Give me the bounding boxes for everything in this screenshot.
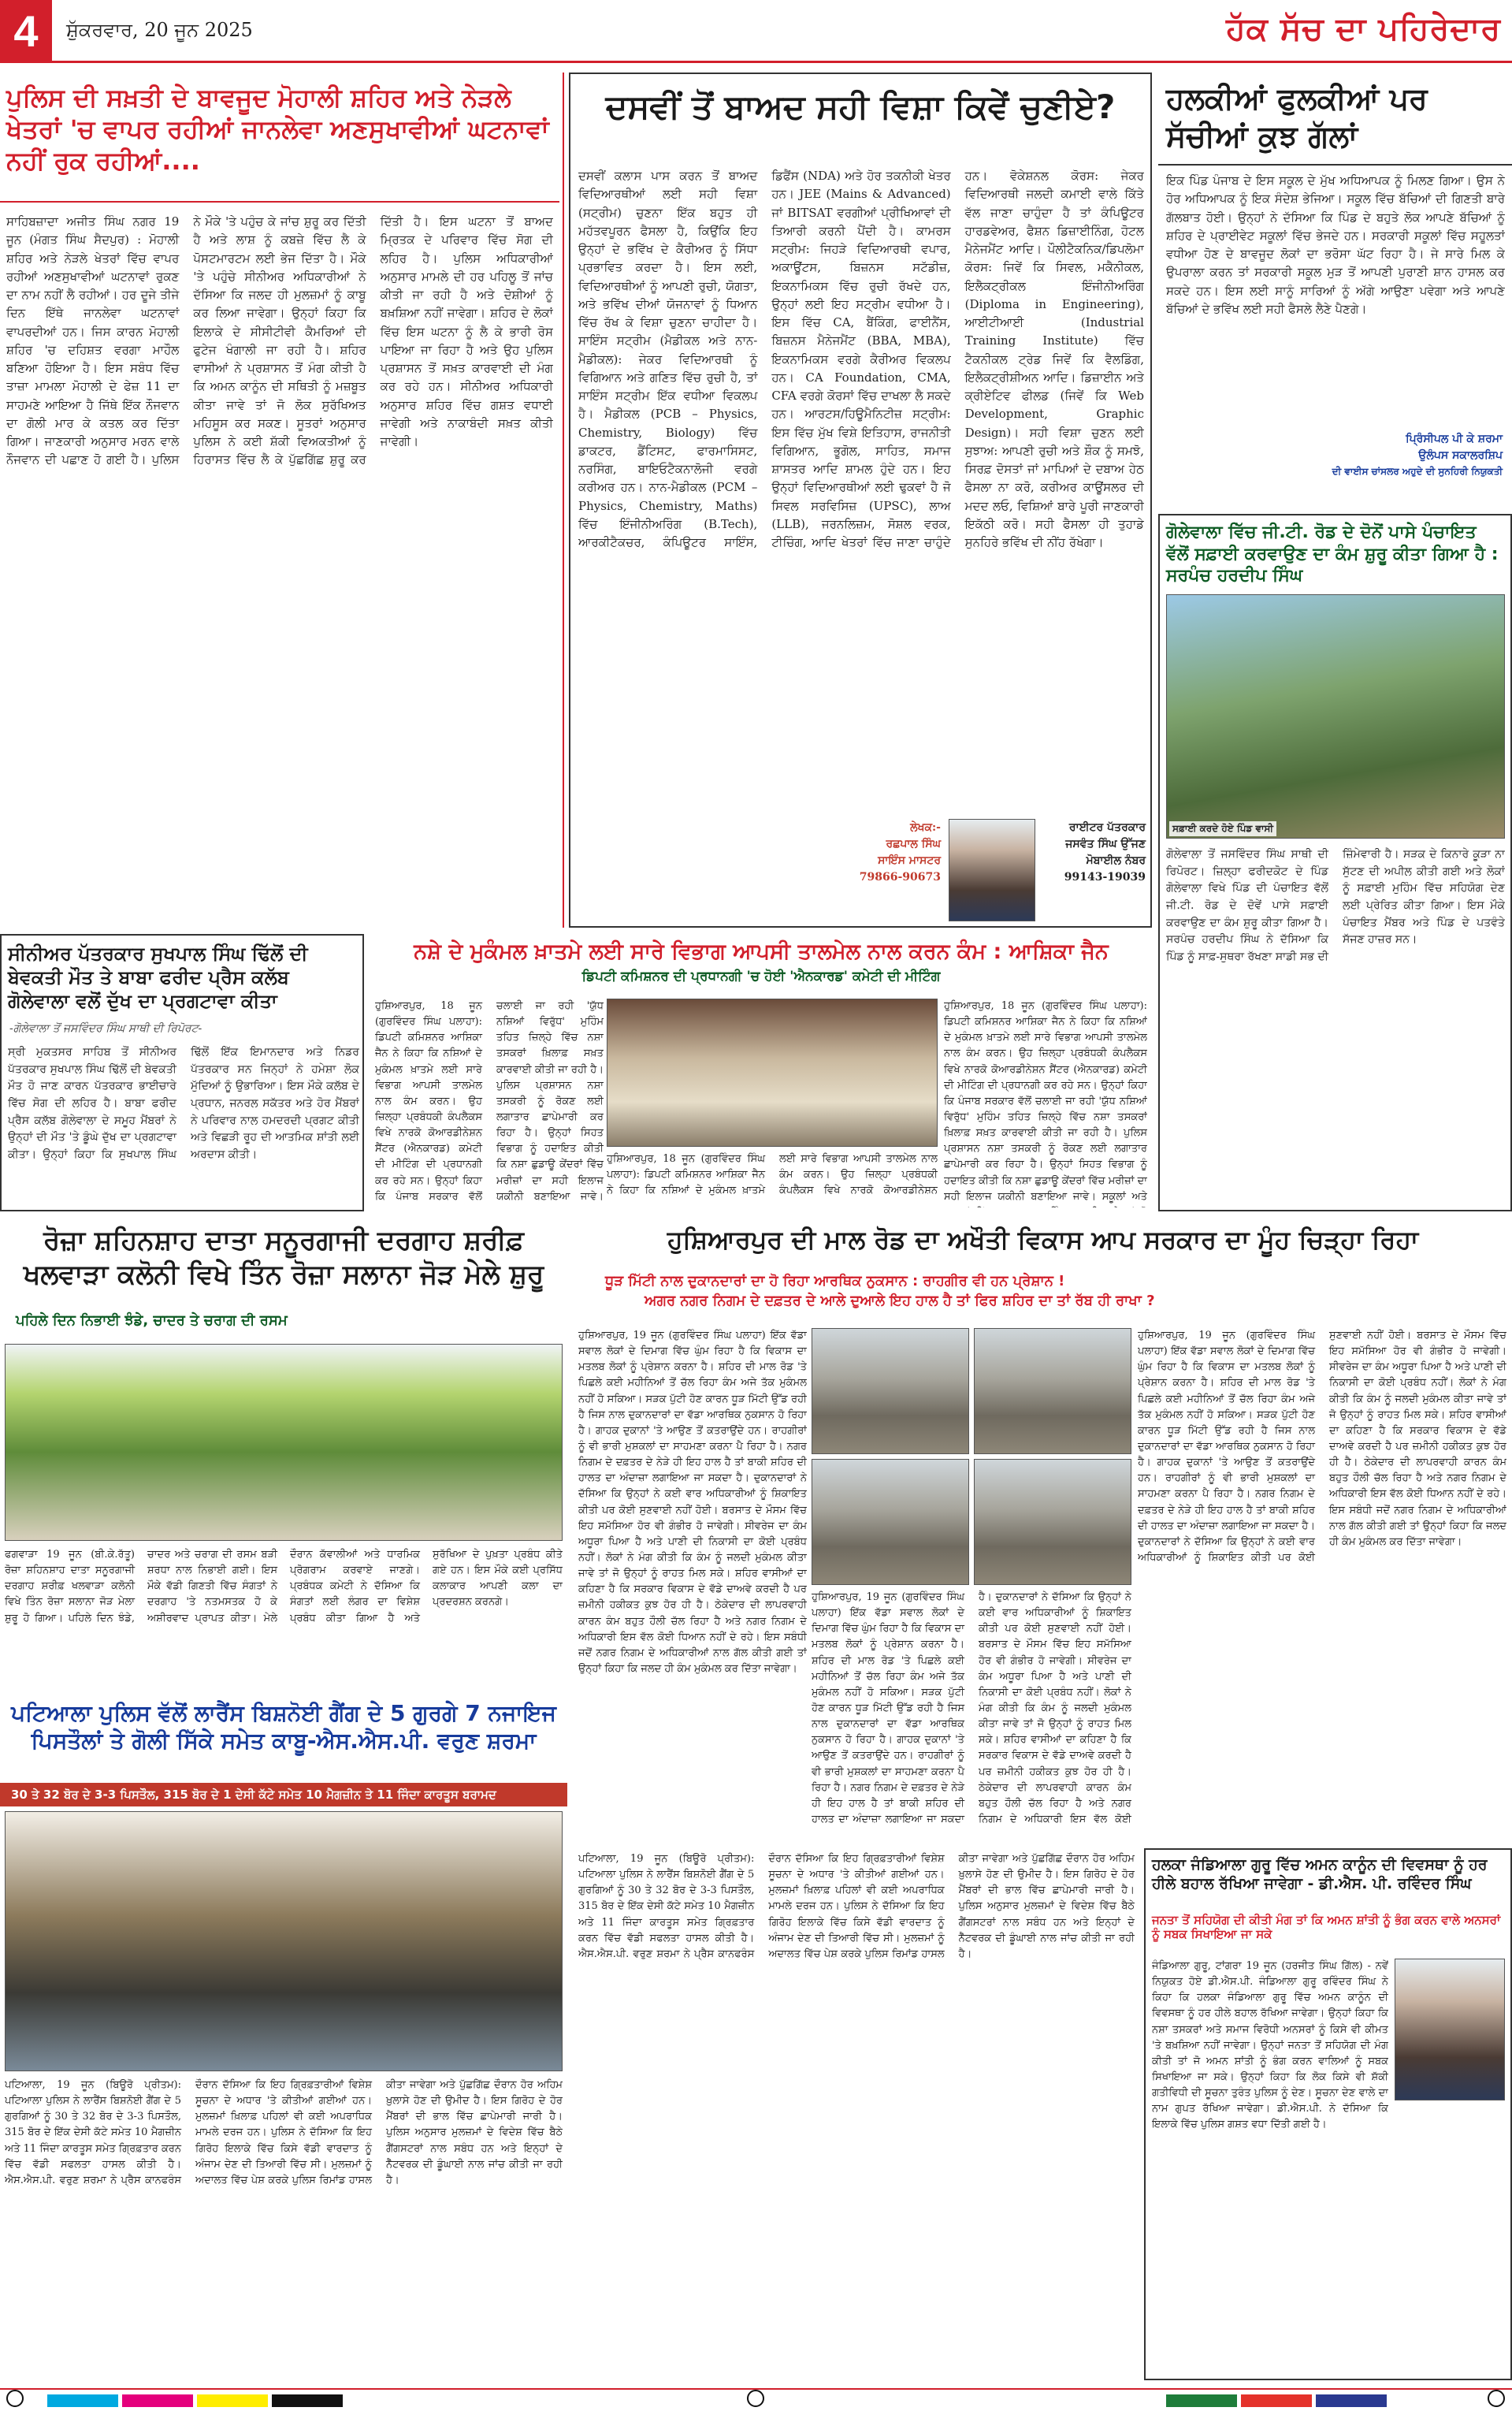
color-swatch-yellow xyxy=(197,2394,268,2407)
masthead xyxy=(0,0,1512,63)
color-swatch-red xyxy=(1241,2394,1312,2407)
article-career xyxy=(569,73,1152,928)
registration-mark-left xyxy=(6,2390,24,2407)
footer-color-bar xyxy=(0,2388,1512,2411)
color-swatch-black xyxy=(272,2394,343,2407)
body-road-left: ਹੁਸ਼ਿਆਰਪੁਰ, 19 ਜੂਨ (ਗੁਰਵਿੰਦਰ ਸਿੰਘ ਪਲਾਹਾ) ਇੱਕ ਵੱਡਾ ਸਵਾਲ ਲੋਕਾਂ ਦੇ ਦਿਮਾਗ ਵਿੱਚ ਘੁੰਮ ਰਿਹਾ ਹੈ ਕਿ ਵਿਕਾਸ ਦਾ ਮਤਲਬ ਲੋਕਾਂ ਨੂੰ ਪ੍ਰੇਸ਼ਾਨ ਕਰਨਾ ਹੈ। ਸ਼ਹਿਰ ਦੀ ਮਾਲ ਰੋਡ 'ਤੇ ਪਿਛਲੇ ਕਈ ਮਹੀਨਿਆਂ ਤੋਂ ਚੱਲ ਰਿਹਾ ਕੰਮ ਅਜੇ ਤੱਕ ਮੁਕੰਮਲ ਨਹੀਂ ਹੋ ਸਕਿਆ। ਸੜਕ ਪੁੱਟੀ ਹੋਣ ਕਾਰਨ ਧੂੜ ਮਿੱਟੀ ਉੱਡ ਰਹੀ ਹੈ ਜਿਸ ਨਾਲ ਦੁਕਾਨਦਾਰਾਂ ਦਾ ਵੱਡਾ ਆਰਥਿਕ ਨੁਕਸਾਨ ਹੋ ਰਿਹਾ ਹੈ। ਗਾਹਕ ਦੁਕਾਨਾਂ 'ਤੇ ਆਉਣ ਤੋਂ ਕਤਰਾਉਂਦੇ ਹਨ। ਰਾਹਗੀਰਾਂ ਨੂੰ ਵੀ ਭਾਰੀ ਮੁਸ਼ਕਲਾਂ ਦਾ ਸਾਹਮਣਾ ਕਰਨਾ ਪੈ ਰਿਹਾ ਹੈ। ਨਗਰ ਨਿਗਮ ਦੇ ਦਫ਼ਤਰ ਦੇ ਨੇੜੇ ਹੀ ਇਹ ਹਾਲ ਹੈ ਤਾਂ ਬਾਕੀ ਸ਼ਹਿਰ ਦੀ ਹਾਲਤ ਦਾ ਅੰਦਾਜ਼ਾ ਲਗਾਇਆ ਜਾ ਸਕਦਾ ਹੈ। ਦੁਕਾਨਦਾਰਾਂ ਨੇ ਦੱਸਿਆ ਕਿ ਉਨ੍ਹਾਂ ਨੇ ਕਈ ਵਾਰ ਅਧਿਕਾਰੀਆਂ ਨੂੰ ਸ਼ਿਕਾਇਤ ਕੀਤੀ ਪਰ ਕੋਈ ਸੁਣਵਾਈ ਨਹੀਂ ਹੋਈ। ਬਰਸਾਤ ਦੇ ਮੌਸਮ ਵਿੱਚ ਇਹ ਸਮੱਸਿਆ ਹੋਰ ਵੀ ਗੰਭੀਰ ਹੋ ਜਾਵੇਗੀ। ਸੀਵਰੇਜ ਦਾ ਕੰਮ ਅਧੂਰਾ ਪਿਆ ਹੈ ਅਤੇ ਪਾਣੀ ਦੀ ਨਿਕਾਸੀ ਦਾ ਕੋਈ ਪ੍ਰਬੰਧ ਨਹੀਂ। ਲੋਕਾਂ ਨੇ ਮੰਗ ਕੀਤੀ ਕਿ ਕੰਮ ਨੂੰ ਜਲਦੀ ਮੁਕੰਮਲ ਕੀਤਾ ਜਾਵੇ ਤਾਂ ਜੋ ਉਨ੍ਹਾਂ ਨੂੰ ਰਾਹਤ ਮਿਲ ਸਕੇ। ਸ਼ਹਿਰ ਵਾਸੀਆਂ ਦਾ ਕਹਿਣਾ ਹੈ ਕਿ ਸਰਕਾਰ ਵਿਕਾਸ ਦੇ ਵੱਡੇ ਦਾਅਵੇ ਕਰਦੀ ਹੈ ਪਰ ਜ਼ਮੀਨੀ ਹਕੀਕਤ ਕੁਝ ਹੋਰ ਹੀ ਹੈ। ਠੇਕੇਦਾਰ ਦੀ ਲਾਪਰਵਾਹੀ ਕਾਰਨ ਕੰਮ ਬਹੁਤ ਹੌਲੀ ਚੱਲ ਰਿਹਾ ਹੈ ਅਤੇ ਨਗਰ ਨਿਗਮ ਦੇ ਅਧਿਕਾਰੀ ਇਸ ਵੱਲ ਕੋਈ ਧਿਆਨ ਨਹੀਂ ਦੇ ਰਹੇ। ਇਸ ਸਬੰਧੀ ਜਦੋਂ ਨਗਰ ਨਿਗਮ ਦੇ ਅਧਿਕਾਰੀਆਂ ਨਾਲ ਗੱਲ ਕੀਤੀ ਗਈ ਤਾਂ ਉਨ੍ਹਾਂ ਕਿਹਾ ਕਿ ਜਲਦ ਹੀ ਕੰਮ ਮੁਕੰਮਲ ਕਰ ਦਿੱਤਾ ਜਾਵੇਗਾ। xyxy=(578,1330,807,1675)
article-continuation xyxy=(574,1848,1139,2380)
dsp-photo xyxy=(1395,1959,1505,2100)
drugs-photo xyxy=(607,999,938,1147)
body-journalist: ਸ੍ਰੀ ਮੁਕਤਸਰ ਸਾਹਿਬ ਤੋਂ ਸੀਨੀਅਰ ਪੱਤਰਕਾਰ ਸੁਖਪਾਲ ਸਿੰਘ ਢਿੱਲੋਂ ਦੀ ਬੇਵਕਤੀ ਮੌਤ ਹੋ ਜਾਣ ਕਾਰਨ ਪੱਤਰਕਾਰ ਭਾਈਚਾਰੇ ਵਿੱਚ ਸੋਗ ਦੀ ਲਹਿਰ ਹੈ। ਬਾਬਾ ਫਰੀਦ ਪ੍ਰੈਸ ਕਲੱਬ ਗੋਲੇਵਾਲਾ ਦੇ ਸਮੂਹ ਮੈਂਬਰਾਂ ਨੇ ਉਨ੍ਹਾਂ ਦੀ ਮੌਤ 'ਤੇ ਡੂੰਘੇ ਦੁੱਖ ਦਾ ਪ੍ਰਗਟਾਵਾ ਕੀਤਾ। ਉਨ੍ਹਾਂ ਕਿਹਾ ਕਿ ਸੁਖਪਾਲ ਸਿੰਘ ਢਿੱਲੋਂ ਇੱਕ ਇਮਾਨਦਾਰ ਅਤੇ ਨਿਡਰ ਪੱਤਰਕਾਰ ਸਨ ਜਿਨ੍ਹਾਂ ਨੇ ਹਮੇਸ਼ਾ ਲੋਕ ਮੁੱਦਿਆਂ ਨੂੰ ਉਭਾਰਿਆ। ਇਸ ਮੌਕੇ ਕਲੱਬ ਦੇ ਪ੍ਰਧਾਨ, ਜਨਰਲ ਸਕੱਤਰ ਅਤੇ ਹੋਰ ਮੈਂਬਰਾਂ ਨੇ ਪਰਿਵਾਰ ਨਾਲ ਹਮਦਰਦੀ ਪ੍ਰਗਟ ਕੀਤੀ ਅਤੇ ਵਿਛੜੀ ਰੂਹ ਦੀ ਆਤਮਿਕ ਸ਼ਾਂਤੀ ਲਈ ਅਰਦਾਸ ਕੀਤੀ। xyxy=(8,1046,359,1162)
road-photo-2 xyxy=(974,1328,1131,1454)
article-mohali xyxy=(0,73,559,928)
writer-phone: ਮੋਬਾਈਲ ਨੰਬਰ 99143-19039 xyxy=(1064,854,1146,884)
patiala-photo xyxy=(5,1811,563,2071)
paper-name: ਹੱਕ ਸੱਚ ਦਾ ਪਹਿਰੇਦਾਰ xyxy=(1226,11,1501,47)
issue-date: ਸ਼ੁੱਕਰਵਾਰ, 20 ਜੂਨ 2025 xyxy=(66,19,253,41)
page-number: 4 xyxy=(0,0,52,63)
body-road-right: ਹੁਸ਼ਿਆਰਪੁਰ, 19 ਜੂਨ (ਗੁਰਵਿੰਦਰ ਸਿੰਘ ਪਲਾਹਾ) ਇੱਕ ਵੱਡਾ ਸਵਾਲ ਲੋਕਾਂ ਦੇ ਦਿਮਾਗ ਵਿੱਚ ਘੁੰਮ ਰਿਹਾ ਹੈ ਕਿ ਵਿਕਾਸ ਦਾ ਮਤਲਬ ਲੋਕਾਂ ਨੂੰ ਪ੍ਰੇਸ਼ਾਨ ਕਰਨਾ ਹੈ। ਸ਼ਹਿਰ ਦੀ ਮਾਲ ਰੋਡ 'ਤੇ ਪਿਛਲੇ ਕਈ ਮਹੀਨਿਆਂ ਤੋਂ ਚੱਲ ਰਿਹਾ ਕੰਮ ਅਜੇ ਤੱਕ ਮੁਕੰਮਲ ਨਹੀਂ ਹੋ ਸਕਿਆ। ਸੜਕ ਪੁੱਟੀ ਹੋਣ ਕਾਰਨ ਧੂੜ ਮਿੱਟੀ ਉੱਡ ਰਹੀ ਹੈ ਜਿਸ ਨਾਲ ਦੁਕਾਨਦਾਰਾਂ ਦਾ ਵੱਡਾ ਆਰਥਿਕ ਨੁਕਸਾਨ ਹੋ ਰਿਹਾ ਹੈ। ਗਾਹਕ ਦੁਕਾਨਾਂ 'ਤੇ ਆਉਣ ਤੋਂ ਕਤਰਾਉਂਦੇ ਹਨ। ਰਾਹਗੀਰਾਂ ਨੂੰ ਵੀ ਭਾਰੀ ਮੁਸ਼ਕਲਾਂ ਦਾ ਸਾਹਮਣਾ ਕਰਨਾ ਪੈ ਰਿਹਾ ਹੈ। ਨਗਰ ਨਿਗਮ ਦੇ ਦਫ਼ਤਰ ਦੇ ਨੇੜੇ ਹੀ ਇਹ ਹਾਲ ਹੈ ਤਾਂ ਬਾਕੀ ਸ਼ਹਿਰ ਦੀ ਹਾਲਤ ਦਾ ਅੰਦਾਜ਼ਾ ਲਗਾਇਆ ਜਾ ਸਕਦਾ ਹੈ। ਦੁਕਾਨਦਾਰਾਂ ਨੇ ਦੱਸਿਆ ਕਿ ਉਨ੍ਹਾਂ ਨੇ ਕਈ ਵਾਰ ਅਧਿਕਾਰੀਆਂ ਨੂੰ ਸ਼ਿਕਾਇਤ ਕੀਤੀ ਪਰ ਕੋਈ ਸੁਣਵਾਈ ਨਹੀਂ ਹੋਈ। ਬਰਸਾਤ ਦੇ ਮੌਸਮ ਵਿੱਚ ਇਹ ਸਮੱਸਿਆ ਹੋਰ ਵੀ ਗੰਭੀਰ ਹੋ ਜਾਵੇਗੀ। ਸੀਵਰੇਜ ਦਾ ਕੰਮ ਅਧੂਰਾ ਪਿਆ ਹੈ ਅਤੇ ਪਾਣੀ ਦੀ ਨਿਕਾਸੀ ਦਾ ਕੋਈ ਪ੍ਰਬੰਧ ਨਹੀਂ। ਲੋਕਾਂ ਨੇ ਮੰਗ ਕੀਤੀ ਕਿ ਕੰਮ ਨੂੰ ਜਲਦੀ ਮੁਕੰਮਲ ਕੀਤਾ ਜਾਵੇ ਤਾਂ ਜੋ ਉਨ੍ਹਾਂ ਨੂੰ ਰਾਹਤ ਮਿਲ ਸਕੇ। ਸ਼ਹਿਰ ਵਾਸੀਆਂ ਦਾ ਕਹਿਣਾ ਹੈ ਕਿ ਸਰਕਾਰ ਵਿਕਾਸ ਦੇ ਵੱਡੇ ਦਾਅਵੇ ਕਰਦੀ ਹੈ ਪਰ ਜ਼ਮੀਨੀ ਹਕੀਕਤ ਕੁਝ ਹੋਰ ਹੀ ਹੈ। ਠੇਕੇਦਾਰ ਦੀ ਲਾਪਰਵਾਹੀ ਕਾਰਨ ਕੰਮ ਬਹੁਤ ਹੌਲੀ ਚੱਲ ਰਿਹਾ ਹੈ ਅਤੇ ਨਗਰ ਨਿਗਮ ਦੇ ਅਧਿਕਾਰੀ ਇਸ ਵੱਲ ਕੋਈ ਧਿਆਨ ਨਹੀਂ ਦੇ ਰਹੇ। ਇਸ ਸਬੰਧੀ ਜਦੋਂ ਨਗਰ ਨਿਗਮ ਦੇ ਅਧਿਕਾਰੀਆਂ ਨਾਲ ਗੱਲ ਕੀਤੀ ਗਈ ਤਾਂ ਉਨ੍ਹਾਂ ਕਿਹਾ ਕਿ ਜਲਦ ਹੀ ਕੰਮ ਮੁਕੰਮਲ ਕਰ ਦਿੱਤਾ ਜਾਵੇਗਾ। xyxy=(1138,1330,1506,1564)
headline-patiala: ਪਟਿਆਲਾ ਪੁਲਿਸ ਵੱਲੋਂ ਲਾਰੈਂਸ ਬਿਸ਼ਨੋਈ ਗੈਂਗ ਦੇ 5 ਗੁਰਗੇ 7 ਨਜਾਇਜ ਪਿਸਤੌਲਾਂ ਤੇ ਗੋਲੀ ਸਿੱਕੇ ਸਮੇਤ ਕਾਬੂ-ਐਸ.ਐਸ.ਪੀ. ਵਰੁਣ ਸ਼ਰਮਾ xyxy=(11,1700,556,1754)
registration-mark-right xyxy=(1488,2390,1505,2407)
body-drugs-col: ਹੁਸ਼ਿਆਰਪੁਰ, 18 ਜੂਨ (ਗੁਰਵਿੰਦਰ ਸਿੰਘ ਪਲਾਹਾ): ਡਿਪਟੀ ਕਮਿਸ਼ਨਰ ਆਸ਼ਿਕਾ ਜੈਨ ਨੇ ਕਿਹਾ ਕਿ ਨਸ਼ਿਆਂ ਦੇ ਮੁਕੰਮਲ ਖ਼ਾਤਮੇ ਲਈ ਸਾਰੇ ਵਿਭਾਗ ਆਪਸੀ ਤਾਲਮੇਲ ਨਾਲ ਕੰਮ ਕਰਨ। ਉਹ ਜ਼ਿਲ੍ਹਾ ਪ੍ਰਬੰਧਕੀ ਕੰਪਲੈਕਸ ਵਿਖੇ ਨਾਰਕੋ ਕੋਆਰਡੀਨੇਸ਼ਨ ਸੈਂਟਰ (ਐਨਕਾਰਡ) ਕਮੇਟੀ ਦੀ ਮੀਟਿੰਗ ਦੀ ਪ੍ਰਧਾਨਗੀ ਕਰ ਰਹੇ ਸਨ। ਉਨ੍ਹਾਂ ਕਿਹਾ ਕਿ ਪੰਜਾਬ ਸਰਕਾਰ ਵੱਲੋਂ ਚਲਾਈ ਜਾ ਰਹੀ 'ਯੁੱਧ ਨਸ਼ਿਆਂ ਵਿਰੁੱਧ' ਮੁਹਿੰਮ ਤਹਿਤ ਜ਼ਿਲ੍ਹੇ ਵਿੱਚ ਨਸ਼ਾ ਤਸਕਰਾਂ ਖ਼ਿਲਾਫ਼ ਸਖ਼ਤ ਕਾਰਵਾਈ ਕੀਤੀ ਜਾ ਰਹੀ ਹੈ। ਪੁਲਿਸ ਪ੍ਰਸ਼ਾਸਨ ਨਸ਼ਾ ਤਸਕਰੀ ਨੂੰ ਰੋਕਣ ਲਈ ਲਗਾਤਾਰ ਛਾਪੇਮਾਰੀ ਕਰ ਰਿਹਾ ਹੈ। ਉਨ੍ਹਾਂ ਸਿਹਤ ਵਿਭਾਗ ਨੂੰ ਹਦਾਇਤ ਕੀਤੀ ਕਿ ਨਸ਼ਾ ਛੁਡਾਊ ਕੇਂਦਰਾਂ ਵਿੱਚ ਮਰੀਜ਼ਾਂ ਦਾ ਸਹੀ ਇਲਾਜ ਯਕੀਨੀ ਬਣਾਇਆ ਜਾਵੇ। ਸਕੂਲਾਂ ਅਤੇ xyxy=(944,1000,1147,1203)
registration-mark-center xyxy=(747,2390,764,2407)
body-patiala: ਪਟਿਆਲਾ, 19 ਜੂਨ (ਬਿਊਰੋ ਪ੍ਰੀਤਮ): ਪਟਿਆਲਾ ਪੁਲਿਸ ਨੇ ਲਾਰੈਂਸ ਬਿਸ਼ਨੋਈ ਗੈਂਗ ਦੇ 5 ਗੁਰਗਿਆਂ ਨੂੰ 30 ਤੇ 32 ਬੋਰ ਦੇ 3-3 ਪਿਸਤੌਲ, 315 ਬੋਰ ਦੇ ਇੱਕ ਦੇਸੀ ਕੱਟੇ ਸਮੇਤ 10 ਮੈਗਜ਼ੀਨ ਅਤੇ 11 ਜਿੰਦਾ ਕਾਰਤੂਸ ਸਮੇਤ ਗ੍ਰਿਫ਼ਤਾਰ ਕਰਨ ਵਿੱਚ ਵੱਡੀ ਸਫਲਤਾ ਹਾਸਲ ਕੀਤੀ ਹੈ। ਐਸ.ਐਸ.ਪੀ. ਵਰੁਣ ਸ਼ਰਮਾ ਨੇ ਪ੍ਰੈਸ ਕਾਨਫਰੰਸ ਦੌਰਾਨ ਦੱਸਿਆ ਕਿ ਇਹ ਗ੍ਰਿਫ਼ਤਾਰੀਆਂ ਵਿਸ਼ੇਸ਼ ਸੂਚਨਾ ਦੇ ਅਧਾਰ 'ਤੇ ਕੀਤੀਆਂ ਗਈਆਂ ਹਨ। ਮੁਲਜ਼ਮਾਂ ਖ਼ਿਲਾਫ਼ ਪਹਿਲਾਂ ਵੀ ਕਈ ਅਪਰਾਧਿਕ ਮਾਮਲੇ ਦਰਜ ਹਨ। ਪੁਲਿਸ ਨੇ ਦੱਸਿਆ ਕਿ ਇਹ ਗਿਰੋਹ ਇਲਾਕੇ ਵਿੱਚ ਕਿਸੇ ਵੱਡੀ ਵਾਰਦਾਤ ਨੂੰ ਅੰਜਾਮ ਦੇਣ ਦੀ ਤਿਆਰੀ ਵਿੱਚ ਸੀ। ਮੁਲਜ਼ਮਾਂ ਨੂੰ ਅਦਾਲਤ ਵਿੱਚ ਪੇਸ਼ ਕਰਕੇ ਪੁਲਿਸ ਰਿਮਾਂਡ ਹਾਸਲ ਕੀਤਾ ਜਾਵੇਗਾ ਅਤੇ ਪੁੱਛਗਿੱਛ ਦੌਰਾਨ ਹੋਰ ਅਹਿਮ ਖ਼ੁਲਾਸੇ ਹੋਣ ਦੀ ਉਮੀਦ ਹੈ। ਇਸ ਗਿਰੋਹ ਦੇ ਹੋਰ ਮੈਂਬਰਾਂ ਦੀ ਭਾਲ ਵਿੱਚ ਛਾਪੇਮਾਰੀ ਜਾਰੀ ਹੈ। ਪੁਲਿਸ ਅਨੁਸਾਰ ਮੁਲਜ਼ਮਾਂ ਦੇ ਵਿਦੇਸ਼ ਵਿੱਚ ਬੈਠੇ ਗੈਂਗਸਟਰਾਂ ਨਾਲ ਸਬੰਧ ਹਨ ਅਤੇ ਇਨ੍ਹਾਂ ਦੇ ਨੈੱਟਵਰਕ ਦੀ ਡੂੰਘਾਈ ਨਾਲ ਜਾਂਚ ਕੀਤੀ ਜਾ ਰਹੀ ਹੈ। xyxy=(5,2079,563,2186)
article-hoshiarpur-road xyxy=(574,1218,1512,1844)
color-swatch-cyan xyxy=(47,2394,118,2407)
article-drugs xyxy=(370,934,1152,1211)
body-continuation: ਪਟਿਆਲਾ, 19 ਜੂਨ (ਬਿਊਰੋ ਪ੍ਰੀਤਮ): ਪਟਿਆਲਾ ਪੁਲਿਸ ਨੇ ਲਾਰੈਂਸ ਬਿਸ਼ਨੋਈ ਗੈਂਗ ਦੇ 5 ਗੁਰਗਿਆਂ ਨੂੰ 30 ਤੇ 32 ਬੋਰ ਦੇ 3-3 ਪਿਸਤੌਲ, 315 ਬੋਰ ਦੇ ਇੱਕ ਦੇਸੀ ਕੱਟੇ ਸਮੇਤ 10 ਮੈਗਜ਼ੀਨ ਅਤੇ 11 ਜਿੰਦਾ ਕਾਰਤੂਸ ਸਮੇਤ ਗ੍ਰਿਫ਼ਤਾਰ ਕਰਨ ਵਿੱਚ ਵੱਡੀ ਸਫਲਤਾ ਹਾਸਲ ਕੀਤੀ ਹੈ। ਐਸ.ਐਸ.ਪੀ. ਵਰੁਣ ਸ਼ਰਮਾ ਨੇ ਪ੍ਰੈਸ ਕਾਨਫਰੰਸ ਦੌਰਾਨ ਦੱਸਿਆ ਕਿ ਇਹ ਗ੍ਰਿਫ਼ਤਾਰੀਆਂ ਵਿਸ਼ੇਸ਼ ਸੂਚਨਾ ਦੇ ਅਧਾਰ 'ਤੇ ਕੀਤੀਆਂ ਗਈਆਂ ਹਨ। ਮੁਲਜ਼ਮਾਂ ਖ਼ਿਲਾਫ਼ ਪਹਿਲਾਂ ਵੀ ਕਈ ਅਪਰਾਧਿਕ ਮਾਮਲੇ ਦਰਜ ਹਨ। ਪੁਲਿਸ ਨੇ ਦੱਸਿਆ ਕਿ ਇਹ ਗਿਰੋਹ ਇਲਾਕੇ ਵਿੱਚ ਕਿਸੇ ਵੱਡੀ ਵਾਰਦਾਤ ਨੂੰ ਅੰਜਾਮ ਦੇਣ ਦੀ ਤਿਆਰੀ ਵਿੱਚ ਸੀ। ਮੁਲਜ਼ਮਾਂ ਨੂੰ ਅਦਾਲਤ ਵਿੱਚ ਪੇਸ਼ ਕਰਕੇ ਪੁਲਿਸ ਰਿਮਾਂਡ ਹਾਸਲ ਕੀਤਾ ਜਾਵੇਗਾ ਅਤੇ ਪੁੱਛਗਿੱਛ ਦੌਰਾਨ ਹੋਰ ਅਹਿਮ ਖ਼ੁਲਾਸੇ ਹੋਣ ਦੀ ਉਮੀਦ ਹੈ। ਇਸ ਗਿਰੋਹ ਦੇ ਹੋਰ ਮੈਂਬਰਾਂ ਦੀ ਭਾਲ ਵਿੱਚ ਛਾਪੇਮਾਰੀ ਜਾਰੀ ਹੈ। ਪੁਲਿਸ ਅਨੁਸਾਰ ਮੁਲਜ਼ਮਾਂ ਦੇ ਵਿਦੇਸ਼ ਵਿੱਚ ਬੈਠੇ ਗੈਂਗਸਟਰਾਂ ਨਾਲ ਸਬੰਧ ਹਨ ਅਤੇ ਇਨ੍ਹਾਂ ਦੇ ਨੈੱਟਵਰਕ ਦੀ ਡੂੰਘਾਈ ਨਾਲ ਜਾਂਚ ਕੀਤੀ ਜਾ ਰਹੀ ਹੈ। xyxy=(578,1853,1135,1960)
lighter-author-role: ਉਲੰਪਸ ਸਕਾਲਰਸ਼ਿਪ xyxy=(1418,449,1503,462)
lighter-author-name: ਪ੍ਰਿੰਸੀਪਲ ਪੀ ਕੇ ਸ਼ਰਮਾ xyxy=(1406,433,1503,445)
headline-hoshiarpur-road: ਹੁਸ਼ਿਆਰਪੁਰ ਦੀ ਮਾਲ ਰੋਡ ਦਾ ਅਖੌਤੀ ਵਿਕਾਸ ਆਪ ਸਰਕਾਰ ਦਾ ਮੂੰਹ ਚਿੜ੍ਹਾ ਰਿਹਾ xyxy=(667,1225,1419,1255)
lighter-author xyxy=(1282,431,1503,478)
patiala-strip: 30 ਤੇ 32 ਬੋਰ ਦੇ 3-3 ਪਿਸਤੌਲ, 315 ਬੋਰ ਦੇ 1 ਦੇਸੀ ਕੱਟੇ ਸਮੇਤ 10 ਮੈਗਜ਼ੀਨ ਤੇ 11 ਜਿੰਦਾ ਕਾਰਤੂਸ ਬਰਾਮਦ xyxy=(0,1783,567,1806)
article-patiala xyxy=(0,1695,567,2380)
headline-career: ਦਸਵੀਂ ਤੋਂ ਬਾਅਦ ਸਹੀ ਵਿਸ਼ਾ ਕਿਵੇਂ ਚੁਣੀਏ? xyxy=(605,87,1116,126)
body-drugs-right: ਹੁਸ਼ਿਆਰਪੁਰ, 18 ਜੂਨ (ਗੁਰਵਿੰਦਰ ਸਿੰਘ ਪਲਾਹਾ): ਡਿਪਟੀ ਕਮਿਸ਼ਨਰ ਆਸ਼ਿਕਾ ਜੈਨ ਨੇ ਕਿਹਾ ਕਿ ਨਸ਼ਿਆਂ ਦੇ ਮੁਕੰਮਲ ਖ਼ਾਤਮੇ ਲਈ ਸਾਰੇ ਵਿਭਾਗ ਆਪਸੀ ਤਾਲਮੇਲ ਨਾਲ ਕੰਮ ਕਰਨ। ਉਹ ਜ਼ਿਲ੍ਹਾ ਪ੍ਰਬੰਧਕੀ ਕੰਪਲੈਕਸ ਵਿਖੇ ਨਾਰਕੋ ਕੋਆਰਡੀਨੇਸ਼ਨ xyxy=(607,1153,938,1197)
body-road-mid: ਹੁਸ਼ਿਆਰਪੁਰ, 19 ਜੂਨ (ਗੁਰਵਿੰਦਰ ਸਿੰਘ ਪਲਾਹਾ) ਇੱਕ ਵੱਡਾ ਸਵਾਲ ਲੋਕਾਂ ਦੇ ਦਿਮਾਗ ਵਿੱਚ ਘੁੰਮ ਰਿਹਾ ਹੈ ਕਿ ਵਿਕਾਸ ਦਾ ਮਤਲਬ ਲੋਕਾਂ ਨੂੰ ਪ੍ਰੇਸ਼ਾਨ ਕਰਨਾ ਹੈ। ਸ਼ਹਿਰ ਦੀ ਮਾਲ ਰੋਡ 'ਤੇ ਪਿਛਲੇ ਕਈ ਮਹੀਨਿਆਂ ਤੋਂ ਚੱਲ ਰਿਹਾ ਕੰਮ ਅਜੇ ਤੱਕ ਮੁਕੰਮਲ ਨਹੀਂ ਹੋ ਸਕਿਆ। ਸੜਕ ਪੁੱਟੀ ਹੋਣ ਕਾਰਨ ਧੂੜ ਮਿੱਟੀ ਉੱਡ ਰਹੀ ਹੈ ਜਿਸ ਨਾਲ ਦੁਕਾਨਦਾਰਾਂ ਦਾ ਵੱਡਾ ਆਰਥਿਕ ਨੁਕਸਾਨ ਹੋ ਰਿਹਾ ਹੈ। ਗਾਹਕ ਦੁਕਾਨਾਂ 'ਤੇ ਆਉਣ ਤੋਂ ਕਤਰਾਉਂਦੇ ਹਨ। ਰਾਹਗੀਰਾਂ ਨੂੰ ਵੀ ਭਾਰੀ ਮੁਸ਼ਕਲਾਂ ਦਾ ਸਾਹਮਣਾ ਕਰਨਾ ਪੈ ਰਿਹਾ ਹੈ। ਨਗਰ ਨਿਗਮ ਦੇ ਦਫ਼ਤਰ ਦੇ ਨੇੜੇ ਹੀ ਇਹ ਹਾਲ ਹੈ ਤਾਂ ਬਾਕੀ ਸ਼ਹਿਰ ਦੀ ਹਾਲਤ ਦਾ ਅੰਦਾਜ਼ਾ ਲਗਾਇਆ ਜਾ ਸਕਦਾ ਹੈ। ਦੁਕਾਨਦਾਰਾਂ ਨੇ ਦੱਸਿਆ ਕਿ ਉਨ੍ਹਾਂ ਨੇ ਕਈ ਵਾਰ ਅਧਿਕਾਰੀਆਂ ਨੂੰ ਸ਼ਿਕਾਇਤ ਕੀਤੀ ਪਰ ਕੋਈ ਸੁਣਵਾਈ ਨਹੀਂ ਹੋਈ। ਬਰਸਾਤ ਦੇ ਮੌਸਮ ਵਿੱਚ ਇਹ ਸਮੱਸਿਆ ਹੋਰ ਵੀ ਗੰਭੀਰ ਹੋ ਜਾਵੇਗੀ। ਸੀਵਰੇਜ ਦਾ ਕੰਮ ਅਧੂਰਾ ਪਿਆ ਹੈ ਅਤੇ ਪਾਣੀ ਦੀ ਨਿਕਾਸੀ ਦਾ ਕੋਈ ਪ੍ਰਬੰਧ ਨਹੀਂ। ਲੋਕਾਂ ਨੇ ਮੰਗ ਕੀਤੀ ਕਿ ਕੰਮ ਨੂੰ ਜਲਦੀ ਮੁਕੰਮਲ ਕੀਤਾ ਜਾਵੇ ਤਾਂ ਜੋ ਉਨ੍ਹਾਂ ਨੂੰ ਰਾਹਤ ਮਿਲ ਸਕੇ। ਸ਼ਹਿਰ ਵਾਸੀਆਂ ਦਾ ਕਹਿਣਾ ਹੈ ਕਿ ਸਰਕਾਰ ਵਿਕਾਸ ਦੇ ਵੱਡੇ ਦਾਅਵੇ ਕਰਦੀ ਹੈ ਪਰ ਜ਼ਮੀਨੀ ਹਕੀਕਤ ਕੁਝ ਹੋਰ ਹੀ ਹੈ। ਠੇਕੇਦਾਰ ਦੀ ਲਾਪਰਵਾਹੀ ਕਾਰਨ ਕੰਮ ਬਹੁਤ ਹੌਲੀ ਚੱਲ ਰਿਹਾ ਹੈ ਅਤੇ ਨਗਰ ਨਿਗਮ ਦੇ ਅਧਿਕਾਰੀ ਇਸ ਵੱਲ ਕੋਈ xyxy=(812,1591,1131,1825)
author-label: ਲੇਖਕ:- xyxy=(910,821,941,834)
lighter-author-note: ਦੀ ਵਾਈਸ ਚਾਂਸਲਰ ਅਹੁਦੇ ਦੀ ਸੁਨਹਿਰੀ ਨਿਯੁਕਤੀ xyxy=(1332,466,1503,477)
headline-mohali: ਪੁਲਿਸ ਦੀ ਸਖ਼ਤੀ ਦੇ ਬਾਵਜੂਦ ਮੋਹਾਲੀ ਸ਼ਹਿਰ ਅਤੇ ਨੇੜਲੇ ਖੇਤਰਾਂ 'ਚ ਵਾਪਰ ਰਹੀਆਂ ਜਾਨਲੇਵਾ ਅਣਸੁਖਾਵੀਆਂ ਘਟਨਾਵਾਂ ਨਹੀਂ ਰੁਕ ਰਹੀਆਂ.... xyxy=(0,73,559,203)
headline-roza: ਰੋਜ਼ਾ ਸ਼ਹਿਨਸ਼ਾਹ ਦਾਤਾ ਸਨੂਰਗਾਜੀ ਦਰਗਾਹ ਸ਼ਰੀਫ਼ ਖਲਵਾੜਾ ਕਲੋਨੀ ਵਿਖੇ ਤਿੰਨ ਰੋਜ਼ਾ ਸਲਾਨਾ ਜੋੜ ਮੇਲੇ ਸ਼ੁਰੂ xyxy=(23,1225,544,1290)
writer-name: ਜਸਵੰਤ ਸਿੰਘ ਉੱਜਣ xyxy=(1065,838,1146,850)
author-name: ਰਛਪਾਲ ਸਿੰਘ xyxy=(886,838,941,850)
byline-journalist: -ਗੋਲੇਵਾਲਾ ਤੋਂ ਜਸਵਿੰਦਰ ਸਿੰਘ ਸਾਥੀ ਦੀ ਰਿਪੋਰਟ- xyxy=(9,1022,202,1035)
body-mohali: ਸਾਹਿਬਜ਼ਾਦਾ ਅਜੀਤ ਸਿੰਘ ਨਗਰ 19 ਜੂਨ (ਮੰਗਤ ਸਿੰਘ ਸੈਦਪੁਰ) : ਮੋਹਾਲੀ ਸ਼ਹਿਰ ਅਤੇ ਨੇੜਲੇ ਖੇਤਰਾਂ ਵਿੱਚ ਵਾਪਰ ਰਹੀਆਂ ਅਣਸੁਖਾਵੀਆਂ ਘਟਨਾਵਾਂ ਰੁਕਣ ਦਾ ਨਾਮ ਨਹੀਂ ਲੈ ਰਹੀਆਂ। ਹਰ ਦੂਜੇ ਤੀਜੇ ਦਿਨ ਇੱਥੇ ਜਾਨਲੇਵਾ ਘਟਨਾਵਾਂ ਵਾਪਰਦੀਆਂ ਹਨ। ਜਿਸ ਕਾਰਨ ਮੋਹਾਲੀ ਸ਼ਹਿਰ 'ਚ ਦਹਿਸ਼ਤ ਵਰਗਾ ਮਾਹੌਲ ਬਣਿਆ ਹੋਇਆ ਹੈ। ਇਸ ਸਬੰਧ ਵਿੱਚ ਤਾਜ਼ਾ ਮਾਮਲਾ ਮੋਹਾਲੀ ਦੇ ਫੇਜ਼ 11 ਦਾ ਸਾਹਮਣੇ ਆਇਆ ਹੈ ਜਿੱਥੇ ਇੱਕ ਨੌਜਵਾਨ ਦਾ ਗੋਲੀ ਮਾਰ ਕੇ ਕਤਲ ਕਰ ਦਿੱਤਾ ਗਿਆ। ਜਾਣਕਾਰੀ ਅਨੁਸਾਰ ਮਰਨ ਵਾਲੇ ਨੌਜਵਾਨ ਦੀ ਪਛਾਣ ਹੋ ਗਈ ਹੈ। ਪੁਲਿਸ ਨੇ ਮੌਕੇ 'ਤੇ ਪਹੁੰਚ ਕੇ ਜਾਂਚ ਸ਼ੁਰੂ ਕਰ ਦਿੱਤੀ ਹੈ ਅਤੇ ਲਾਸ਼ ਨੂੰ ਕਬਜ਼ੇ ਵਿੱਚ ਲੈ ਕੇ ਪੋਸਟਮਾਰਟਮ ਲਈ ਭੇਜ ਦਿੱਤਾ ਹੈ। ਮੌਕੇ 'ਤੇ ਪਹੁੰਚੇ ਸੀਨੀਅਰ ਅਧਿਕਾਰੀਆਂ ਨੇ ਦੱਸਿਆ ਕਿ ਜਲਦ ਹੀ ਮੁਲਜ਼ਮਾਂ ਨੂੰ ਕਾਬੂ ਕਰ ਲਿਆ ਜਾਵੇਗਾ। ਉਨ੍ਹਾਂ ਕਿਹਾ ਕਿ ਇਲਾਕੇ ਦੇ ਸੀਸੀਟੀਵੀ ਕੈਮਰਿਆਂ ਦੀ ਫੁਟੇਜ ਖੰਗਾਲੀ ਜਾ ਰਹੀ ਹੈ। ਸ਼ਹਿਰ ਵਾਸੀਆਂ ਨੇ ਪ੍ਰਸ਼ਾਸਨ ਤੋਂ ਮੰਗ ਕੀਤੀ ਹੈ ਕਿ ਅਮਨ ਕਾਨੂੰਨ ਦੀ ਸਥਿਤੀ ਨੂੰ ਮਜ਼ਬੂਤ ਕੀਤਾ ਜਾਵੇ ਤਾਂ ਜੋ ਲੋਕ ਸੁਰੱਖਿਅਤ ਮਹਿਸੂਸ ਕਰ ਸਕਣ। ਸੂਤਰਾਂ ਅਨੁਸਾਰ ਪੁਲਿਸ ਨੇ ਕਈ ਸ਼ੱਕੀ ਵਿਅਕਤੀਆਂ ਨੂੰ ਹਿਰਾਸਤ ਵਿੱਚ ਲੈ ਕੇ ਪੁੱਛਗਿੱਛ ਸ਼ੁਰੂ ਕਰ ਦਿੱਤੀ ਹੈ। ਇਸ ਘਟਨਾ ਤੋਂ ਬਾਅਦ ਮ੍ਰਿਤਕ ਦੇ ਪਰਿਵਾਰ ਵਿੱਚ ਸੋਗ ਦੀ ਲਹਿਰ ਹੈ। ਪੁਲਿਸ ਅਧਿਕਾਰੀਆਂ ਅਨੁਸਾਰ ਮਾਮਲੇ ਦੀ ਹਰ ਪਹਿਲੂ ਤੋਂ ਜਾਂਚ ਕੀਤੀ ਜਾ ਰਹੀ ਹੈ ਅਤੇ ਦੋਸ਼ੀਆਂ ਨੂੰ ਬਖ਼ਸ਼ਿਆ ਨਹੀਂ ਜਾਵੇਗਾ। ਸ਼ਹਿਰ ਦੇ ਲੋਕਾਂ ਵਿੱਚ ਇਸ ਘਟਨਾ ਨੂੰ ਲੈ ਕੇ ਭਾਰੀ ਰੋਸ ਪਾਇਆ ਜਾ ਰਿਹਾ ਹੈ ਅਤੇ ਉਹ ਪੁਲਿਸ ਪ੍ਰਸ਼ਾਸਨ ਤੋਂ ਸਖ਼ਤ ਕਾਰਵਾਈ ਦੀ ਮੰਗ ਕਰ ਰਹੇ ਹਨ। ਸੀਨੀਅਰ ਅਧਿਕਾਰੀ ਅਨੁਸਾਰ ਸ਼ਹਿਰ ਵਿੱਚ ਗਸ਼ਤ ਵਧਾਈ ਜਾਵੇਗੀ ਅਤੇ ਨਾਕਾਬੰਦੀ ਸਖ਼ਤ ਕੀਤੀ ਜਾਵੇਗੀ। xyxy=(6,214,553,467)
subhead-drugs: ਡਿਪਟੀ ਕਮਿਸ਼ਨਰ ਦੀ ਪ੍ਰਧਾਨਗੀ 'ਚ ਹੋਈ 'ਐਨਕਾਰਡ' ਕਮੇਟੀ ਦੀ ਮੀਟਿੰਗ xyxy=(581,968,941,984)
subhead-roza: ਪਹਿਲੇ ਦਿਨ ਨਿਭਾਈ ਝੰਡੇ, ਚਾਦਰ ਤੇ ਚਰਾਗ ਦੀ ਰਸਮ xyxy=(16,1312,288,1329)
author-photo xyxy=(949,819,1035,921)
road-photo-4 xyxy=(974,1459,1131,1585)
article-jandiala xyxy=(1144,1848,1512,2380)
body-lighter: ਇਕ ਪਿੰਡ ਪੰਜਾਬ ਦੇ ਇਸ ਸਕੂਲ ਦੇ ਮੁੱਖ ਅਧਿਆਪਕ ਨੂੰ ਮਿਲਣ ਗਿਆ। ਉਸ ਨੇ ਹੋਰ ਅਧਿਆਪਕ ਨੂੰ ਇਕ ਸੰਦੇਸ਼ ਭੇਜਿਆ। ਸਕੂਲ ਵਿੱਚ ਬੱਚਿਆਂ ਦੀ ਗਿਣਤੀ ਬਾਰੇ ਗੱਲਬਾਤ ਹੋਈ। ਉਨ੍ਹਾਂ ਨੇ ਦੱਸਿਆ ਕਿ ਪਿੰਡ ਦੇ ਬਹੁਤੇ ਲੋਕ ਆਪਣੇ ਬੱਚਿਆਂ ਨੂੰ ਸ਼ਹਿਰ ਦੇ ਪ੍ਰਾਈਵੇਟ ਸਕੂਲਾਂ ਵਿੱਚ ਭੇਜਦੇ ਹਨ। ਸਰਕਾਰੀ ਸਕੂਲਾਂ ਵਿੱਚ ਸਹੂਲਤਾਂ ਵਧੀਆ ਹੋਣ ਦੇ ਬਾਵਜੂਦ ਲੋਕਾਂ ਦਾ ਭਰੋਸਾ ਘੱਟ ਰਿਹਾ ਹੈ। ਜੇ ਸਾਰੇ ਮਿਲ ਕੇ ਉਪਰਾਲਾ ਕਰਨ ਤਾਂ ਸਰਕਾਰੀ ਸਕੂਲ ਮੁੜ ਤੋਂ ਆਪਣੀ ਪੁਰਾਣੀ ਸ਼ਾਨ ਹਾਸਲ ਕਰ ਸਕਦੇ ਹਨ। ਇਸ ਲਈ ਸਾਨੂੰ ਸਾਰਿਆਂ ਨੂੰ ਅੱਗੇ ਆਉਣਾ ਪਵੇਗਾ ਅਤੇ ਆਪਣੇ ਬੱਚਿਆਂ ਦੇ ਭਵਿੱਖ ਲਈ ਸਹੀ ਫੈਸਲੇ ਲੈਣੇ ਪੈਣਗੇ। xyxy=(1166,173,1505,316)
headline-gelewala: ਗੋਲੇਵਾਲਾ ਵਿੱਚ ਜੀ.ਟੀ. ਰੋਡ ਦੇ ਦੋਨੋਂ ਪਾਸੇ ਪੰਚਾਇਤ ਵੱਲੋਂ ਸਫ਼ਾਈ ਕਰਵਾਉਣ ਦਾ ਕੰਮ ਸ਼ੁਰੂ ਕੀਤਾ ਗਿਆ ਹੈ : ਸਰਪੰਚ ਹਰਦੀਪ ਸਿੰਘ xyxy=(1166,523,1499,586)
road-photo-3 xyxy=(812,1459,969,1585)
subhead-road-1: ਧੂੜ ਮਿੱਟੀ ਨਾਲ ਦੁਕਾਨਦਾਰਾਂ ਦਾ ਹੋ ਰਿਹਾ ਆਰਥਿਕ ਨੁਕਸਾਨ : ਰਾਹਗੀਰ ਵੀ ਹਨ ਪ੍ਰੇਸ਼ਾਨ ! xyxy=(605,1273,1065,1289)
headline-jandiala: ਹਲਕਾ ਜੰਡਿਆਲਾ ਗੁਰੂ ਵਿੱਚ ਅਮਨ ਕਾਨੂੰਨ ਦੀ ਵਿਵਸਥਾ ਨੂੰ ਹਰ ਹੀਲੇ ਬਹਾਲ ਰੱਖਿਆ ਜਾਵੇਗਾ - ਡੀ.ਐਸ. ਪੀ. ਰਵਿੰਦਰ ਸਿੰਘ xyxy=(1152,1856,1488,1892)
gelewala-caption: ਸਫ਼ਾਈ ਕਰਦੇ ਹੋਏ ਪਿੰਡ ਵਾਸੀ xyxy=(1169,821,1276,836)
article-gelewala xyxy=(1158,514,1512,1211)
road-photo-1 xyxy=(812,1328,969,1454)
writer-title: ਰਾਈਟਰ ਪੱਤਰਕਾਰ xyxy=(1068,821,1146,834)
author-info xyxy=(775,820,941,886)
color-swatch-magenta xyxy=(122,2394,193,2407)
color-swatch-green xyxy=(1166,2394,1237,2407)
body-roza: ਫਗਵਾੜਾ 19 ਜੂਨ (ਬੀ.ਕੇ.ਰੱਤੂ) ਰੋਜ਼ਾ ਸ਼ਹਿਨਸ਼ਾਹ ਦਾਤਾ ਸਨੂਰਗਾਜੀ ਦਰਗਾਹ ਸ਼ਰੀਫ਼ ਖਲਵਾੜਾ ਕਲੋਨੀ ਵਿਖੇ ਤਿੰਨ ਰੋਜ਼ਾ ਸਲਾਨਾ ਜੋੜ ਮੇਲਾ ਸ਼ੁਰੂ ਹੋ ਗਿਆ। ਪਹਿਲੇ ਦਿਨ ਝੰਡੇ, ਚਾਦਰ ਅਤੇ ਚਰਾਗ ਦੀ ਰਸਮ ਬੜੀ ਸ਼ਰਧਾ ਨਾਲ ਨਿਭਾਈ ਗਈ। ਇਸ ਮੌਕੇ ਵੱਡੀ ਗਿਣਤੀ ਵਿੱਚ ਸੰਗਤਾਂ ਨੇ ਦਰਗਾਹ 'ਤੇ ਨਤਮਸਤਕ ਹੋ ਕੇ ਅਸ਼ੀਰਵਾਦ ਪ੍ਰਾਪਤ ਕੀਤਾ। ਮੇਲੇ ਦੌਰਾਨ ਕੱਵਾਲੀਆਂ ਅਤੇ ਧਾਰਮਿਕ ਪ੍ਰੋਗਰਾਮ ਕਰਵਾਏ ਜਾਣਗੇ। ਪ੍ਰਬੰਧਕ ਕਮੇਟੀ ਨੇ ਦੱਸਿਆ ਕਿ ਸੰਗਤਾਂ ਲਈ ਲੰਗਰ ਦਾ ਵਿਸ਼ੇਸ਼ ਪ੍ਰਬੰਧ ਕੀਤਾ ਗਿਆ ਹੈ ਅਤੇ ਸੁਰੱਖਿਆ ਦੇ ਪੁਖ਼ਤਾ ਪ੍ਰਬੰਧ ਕੀਤੇ ਗਏ ਹਨ। ਇਸ ਮੌਕੇ ਕਈ ਪ੍ਰਸਿੱਧ ਕਲਾਕਾਰ ਆਪਣੀ ਕਲਾ ਦਾ ਪ੍ਰਦਰਸ਼ਨ ਕਰਨਗੇ। xyxy=(5,1549,563,1624)
gelewala-photo xyxy=(1166,594,1505,839)
article-lighter xyxy=(1158,73,1512,510)
roza-photo xyxy=(5,1344,563,1541)
article-journalist xyxy=(0,934,364,1211)
headline-journalist: ਸੀਨੀਅਰ ਪੱਤਰਕਾਰ ਸੁਖਪਾਲ ਸਿੰਘ ਢਿੱਲੋਂ ਦੀ ਬੇਵਕਤੀ ਮੌਤ ਤੇ ਬਾਬਾ ਫਰੀਦ ਪ੍ਰੈਸ ਕਲੱਬ ਗੋਲੇਵਾਲਾ ਵਲੋਂ ਦੁੱਖ ਦਾ ਪ੍ਰਗਟਾਵਾ ਕੀਤਾ xyxy=(8,943,308,1012)
author-title: ਸਾਇੰਸ ਮਾਸਟਰ xyxy=(878,854,941,867)
body-career: ਦਸਵੀਂ ਕਲਾਸ ਪਾਸ ਕਰਨ ਤੋਂ ਬਾਅਦ ਵਿਦਿਆਰਥੀਆਂ ਲਈ ਸਹੀ ਵਿਸ਼ਾ (ਸਟ੍ਰੀਮ) ਚੁਣਨਾ ਇੱਕ ਬਹੁਤ ਹੀ ਮਹੱਤਵਪੂਰਨ ਫੈਸਲਾ ਹੈ, ਕਿਉਂਕਿ ਇਹ ਉਨ੍ਹਾਂ ਦੇ ਭਵਿੱਖ ਦੇ ਕੈਰੀਅਰ ਨੂੰ ਸਿੱਧਾ ਪ੍ਰਭਾਵਿਤ ਕਰਦਾ ਹੈ। ਇਸ ਲਈ, ਵਿਦਿਆਰਥੀਆਂ ਨੂੰ ਆਪਣੀ ਰੁਚੀ, ਯੋਗਤਾ, ਅਤੇ ਭਵਿੱਖ ਦੀਆਂ ਯੋਜਨਾਵਾਂ ਨੂੰ ਧਿਆਨ ਵਿੱਚ ਰੱਖ ਕੇ ਵਿਸ਼ਾ ਚੁਣਨਾ ਚਾਹੀਦਾ ਹੈ। ਸਾਇੰਸ ਸਟ੍ਰੀਮ (ਮੈਡੀਕਲ ਅਤੇ ਨਾਨ-ਮੈਡੀਕਲ): ਜੇਕਰ ਵਿਦਿਆਰਥੀ ਨੂੰ ਵਿਗਿਆਨ ਅਤੇ ਗਣਿਤ ਵਿੱਚ ਰੁਚੀ ਹੈ, ਤਾਂ ਸਾਇੰਸ ਸਟ੍ਰੀਮ ਇੱਕ ਵਧੀਆ ਵਿਕਲਪ ਹੈ। ਮੈਡੀਕਲ (PCB – Physics, Chemistry, Biology) ਵਿੱਚ ਡਾਕਟਰ, ਡੈਂਟਿਸਟ, ਫਾਰਮਾਸਿਸਟ, ਨਰਸਿੰਗ, ਬਾਇਓਟੈਕਨਾਲੋਜੀ ਵਰਗੇ ਕਰੀਅਰ ਹਨ। ਨਾਨ-ਮੈਡੀਕਲ (PCM – Physics, Chemistry, Maths) ਵਿੱਚ ਇੰਜੀਨੀਅਰਿੰਗ (B.Tech), ਆਰਕੀਟੈਕਚਰ, ਕੰਪਿਊਟਰ ਸਾਇੰਸ, ਡਿਫੈਂਸ (NDA) ਅਤੇ ਹੋਰ ਤਕਨੀਕੀ ਖੇਤਰ ਹਨ। JEE (Mains & Advanced) ਜਾਂ BITSAT ਵਰਗੀਆਂ ਪ੍ਰੀਖਿਆਵਾਂ ਦੀ ਤਿਆਰੀ ਕਰਨੀ ਪੈਂਦੀ ਹੈ। ਕਾਮਰਸ ਸਟ੍ਰੀਮ: ਜਿਹੜੇ ਵਿਦਿਆਰਥੀ ਵਪਾਰ, ਅਕਾਊਂਟਸ, ਬਿਜ਼ਨਸ ਸਟੱਡੀਜ਼, ਇਕਨਾਮਿਕਸ ਵਿੱਚ ਰੁਚੀ ਰੱਖਦੇ ਹਨ, ਉਨ੍ਹਾਂ ਲਈ ਇਹ ਸਟ੍ਰੀਮ ਵਧੀਆ ਹੈ। ਇਸ ਵਿੱਚ CA, ਬੈਂਕਿੰਗ, ਫਾਈਨੈਂਸ, ਬਿਜ਼ਨਸ ਮੈਨੇਜਮੈਂਟ (BBA, MBA), ਇਕਨਾਮਿਕਸ ਵਰਗੇ ਕੈਰੀਅਰ ਵਿਕਲਪ ਹਨ। CA Foundation, CMA, CFA ਵਰਗੇ ਕੋਰਸਾਂ ਵਿੱਚ ਦਾਖਲਾ ਲੈ ਸਕਦੇ ਹਨ। ਆਰਟਸ/ਹਿਊਮੈਨਿਟੀਜ਼ ਸਟ੍ਰੀਮ: ਇਸ ਵਿੱਚ ਮੁੱਖ ਵਿਸ਼ੇ ਇਤਿਹਾਸ, ਰਾਜਨੀਤੀ ਵਿਗਿਆਨ, ਭੂਗੋਲ, ਸਾਹਿਤ, ਸਮਾਜ ਸ਼ਾਸਤਰ ਆਦਿ ਸ਼ਾਮਲ ਹੁੰਦੇ ਹਨ। ਇਹ ਉਨ੍ਹਾਂ ਵਿਦਿਆਰਥੀਆਂ ਲਈ ਢੁਕਵਾਂ ਹੈ ਜੋ ਸਿਵਲ ਸਰਵਿਸਿਜ਼ (UPSC), ਲਾਅ (LLB), ਜਰਨਲਿਜ਼ਮ, ਸੋਸ਼ਲ ਵਰਕ, ਟੀਚਿੰਗ, ਆਦਿ ਖੇਤਰਾਂ ਵਿੱਚ ਜਾਣਾ ਚਾਹੁੰਦੇ ਹਨ। ਵੋਕੇਸ਼ਨਲ ਕੋਰਸ: ਜੇਕਰ ਵਿਦਿਆਰਥੀ ਜਲਦੀ ਕਮਾਈ ਵਾਲੇ ਕਿੱਤੇ ਵੱਲ ਜਾਣਾ ਚਾਹੁੰਦਾ ਹੈ ਤਾਂ ਕੰਪਿਊਟਰ ਹਾਰਡਵੇਅਰ, ਫੈਸ਼ਨ ਡਿਜ਼ਾਈਨਿੰਗ, ਹੋਟਲ ਮੈਨੇਜਮੈਂਟ ਆਦਿ। ਪੌਲੀਟੈਕਨਿਕ/ਡਿਪਲੋਮਾ ਕੋਰਸ: ਜਿਵੇਂ ਕਿ ਸਿਵਲ, ਮਕੈਨੀਕਲ, ਇਲੈਕਟ੍ਰੀਕਲ ਇੰਜੀਨੀਅਰਿੰਗ (Diploma in Engineering), ਆਈਟੀਆਈ (Industrial Training Institute) ਵਿੱਚ ਟੈਕਨੀਕਲ ਟ੍ਰੇਡ ਜਿਵੇਂ ਕਿ ਵੈਲਡਿੰਗ, ਇਲੈਕਟ੍ਰੀਸ਼ੀਅਨ ਆਦਿ। ਡਿਜ਼ਾਈਨ ਅਤੇ ਕ੍ਰੀਏਟਿਵ ਫੀਲਡ (ਜਿਵੇਂ ਕਿ Web Development, Graphic Design)। ਸਹੀ ਵਿਸ਼ਾ ਚੁਣਨ ਲਈ ਸੁਝਾਅ: ਆਪਣੀ ਰੁਚੀ ਅਤੇ ਸ਼ੌਕ ਨੂੰ ਸਮਝੋ, ਸਿਰਫ਼ ਦੋਸਤਾਂ ਜਾਂ ਮਾਪਿਆਂ ਦੇ ਦਬਾਅ ਹੇਠ ਫੈਸਲਾ ਨਾ ਕਰੋ, ਕਰੀਅਰ ਕਾਊਂਸਲਰ ਦੀ ਮਦਦ ਲਓ, ਵਿਸ਼ਿਆਂ ਬਾਰੇ ਪੂਰੀ ਜਾਣਕਾਰੀ ਇਕੱਠੀ ਕਰੋ। ਸਹੀ ਫੈਸਲਾ ਹੀ ਤੁਹਾਡੇ ਸੁਨਹਿਰੇ ਭਵਿੱਖ ਦੀ ਨੀਂਹ ਰੱਖੇਗਾ। xyxy=(578,169,1144,549)
subhead-jandiala: ਜਨਤਾ ਤੋਂ ਸਹਿਯੋਗ ਦੀ ਕੀਤੀ ਮੰਗ ਤਾਂ ਕਿ ਅਮਨ ਸ਼ਾਂਤੀ ਨੂੰ ਭੰਗ ਕਰਨ ਵਾਲੇ ਅਨਸਰਾਂ ਨੂੰ ਸਬਕ ਸਿਖਾਇਆ ਜਾ ਸਕੇ xyxy=(1152,1913,1501,1941)
article-roza xyxy=(0,1218,567,1691)
body-jandiala: ਜੰਡਿਆਲਾ ਗੁਰੂ, ਟਾਂਗਰਾ 19 ਜੂਨ (ਹਰਜੀਤ ਸਿੰਘ ਗਿੱਲ) - ਨਵੇਂ ਨਿਯੁਕਤ ਹੋਏ ਡੀ.ਐਸ.ਪੀ. ਜੰਡਿਆਲਾ ਗੁਰੂ ਰਵਿੰਦਰ ਸਿੰਘ ਨੇ ਕਿਹਾ ਕਿ ਹਲਕਾ ਜੰਡਿਆਲਾ ਗੁਰੂ ਵਿੱਚ ਅਮਨ ਕਾਨੂੰਨ ਦੀ ਵਿਵਸਥਾ ਨੂੰ ਹਰ ਹੀਲੇ ਬਹਾਲ ਰੱਖਿਆ ਜਾਵੇਗਾ। ਉਨ੍ਹਾਂ ਕਿਹਾ ਕਿ ਨਸ਼ਾ ਤਸਕਰਾਂ ਅਤੇ ਸਮਾਜ ਵਿਰੋਧੀ ਅਨਸਰਾਂ ਨੂੰ ਕਿਸੇ ਵੀ ਕੀਮਤ 'ਤੇ ਬਖ਼ਸ਼ਿਆ ਨਹੀਂ ਜਾਵੇਗਾ। ਉਨ੍ਹਾਂ ਜਨਤਾ ਤੋਂ ਸਹਿਯੋਗ ਦੀ ਮੰਗ ਕੀਤੀ ਤਾਂ ਜੋ ਅਮਨ ਸ਼ਾਂਤੀ ਨੂੰ ਭੰਗ ਕਰਨ ਵਾਲਿਆਂ ਨੂੰ ਸਬਕ ਸਿਖਾਇਆ ਜਾ ਸਕੇ। ਉਨ੍ਹਾਂ ਕਿਹਾ ਕਿ ਲੋਕ ਕਿਸੇ ਵੀ ਸ਼ੱਕੀ ਗਤੀਵਿਧੀ ਦੀ ਸੂਚਨਾ ਤੁਰੰਤ ਪੁਲਿਸ ਨੂੰ ਦੇਣ। ਸੂਚਨਾ ਦੇਣ ਵਾਲੇ ਦਾ ਨਾਮ ਗੁਪਤ ਰੱਖਿਆ ਜਾਵੇਗਾ। ਡੀ.ਐਸ.ਪੀ. ਨੇ ਦੱਸਿਆ ਕਿ ਇਲਾਕੇ ਵਿੱਚ ਪੁਲਿਸ ਗਸ਼ਤ ਵਧਾ ਦਿੱਤੀ ਗਈ ਹੈ। xyxy=(1152,1960,1388,2131)
writer-info xyxy=(1043,820,1146,886)
body-gelewala: ਗੋਲੇਵਾਲਾ ਤੋਂ ਜਸਵਿੰਦਰ ਸਿੰਘ ਸਾਥੀ ਦੀ ਰਿਪੋਰਟ। ਜ਼ਿਲ੍ਹਾ ਫਰੀਦਕੋਟ ਦੇ ਪਿੰਡ ਗੋਲੇਵਾਲਾ ਵਿਖੇ ਪਿੰਡ ਦੀ ਪੰਚਾਇਤ ਵੱਲੋਂ ਜੀ.ਟੀ. ਰੋਡ ਦੇ ਦੋਵੇਂ ਪਾਸੇ ਸਫ਼ਾਈ ਕਰਵਾਉਣ ਦਾ ਕੰਮ ਸ਼ੁਰੂ ਕੀਤਾ ਗਿਆ ਹੈ। ਸਰਪੰਚ ਹਰਦੀਪ ਸਿੰਘ ਨੇ ਦੱਸਿਆ ਕਿ ਪਿੰਡ ਨੂੰ ਸਾਫ਼-ਸੁਥਰਾ ਰੱਖਣਾ ਸਾਡੀ ਸਭ ਦੀ ਜ਼ਿੰਮੇਵਾਰੀ ਹੈ। ਸੜਕ ਦੇ ਕਿਨਾਰੇ ਕੂੜਾ ਨਾ ਸੁੱਟਣ ਦੀ ਅਪੀਲ ਕੀਤੀ ਗਈ ਅਤੇ ਲੋਕਾਂ ਨੂੰ ਸਫ਼ਾਈ ਮੁਹਿੰਮ ਵਿੱਚ ਸਹਿਯੋਗ ਦੇਣ ਲਈ ਪ੍ਰੇਰਿਤ ਕੀਤਾ ਗਿਆ। ਇਸ ਮੌਕੇ ਪੰਚਾਇਤ ਮੈਂਬਰ ਅਤੇ ਪਿੰਡ ਦੇ ਪਤਵੰਤੇ ਸੱਜਣ ਹਾਜ਼ਰ ਸਨ। xyxy=(1166,848,1505,964)
subhead-road-2: ਅਗਰ ਨਗਰ ਨਿਗਮ ਦੇ ਦਫ਼ਤਰ ਦੇ ਆਲੇ ਦੁਆਲੇ ਇਹ ਹਾਲ ਹੈ ਤਾਂ ਫਿਰ ਸ਼ਹਿਰ ਦਾ ਤਾਂ ਰੱਬ ਹੀ ਰਾਖਾ ? xyxy=(645,1293,1155,1309)
body-drugs-left: ਹੁਸ਼ਿਆਰਪੁਰ, 18 ਜੂਨ (ਗੁਰਵਿੰਦਰ ਸਿੰਘ ਪਲਾਹਾ): ਡਿਪਟੀ ਕਮਿਸ਼ਨਰ ਆਸ਼ਿਕਾ ਜੈਨ ਨੇ ਕਿਹਾ ਕਿ ਨਸ਼ਿਆਂ ਦੇ ਮੁਕੰਮਲ ਖ਼ਾਤਮੇ ਲਈ ਸਾਰੇ ਵਿਭਾਗ ਆਪਸੀ ਤਾਲਮੇਲ ਨਾਲ ਕੰਮ ਕਰਨ। ਉਹ ਜ਼ਿਲ੍ਹਾ ਪ੍ਰਬੰਧਕੀ ਕੰਪਲੈਕਸ ਵਿਖੇ ਨਾਰਕੋ ਕੋਆਰਡੀਨੇਸ਼ਨ ਸੈਂਟਰ (ਐਨਕਾਰਡ) ਕਮੇਟੀ ਦੀ ਮੀਟਿੰਗ ਦੀ ਪ੍ਰਧਾਨਗੀ ਕਰ ਰਹੇ ਸਨ। ਉਨ੍ਹਾਂ ਕਿਹਾ ਕਿ ਪੰਜਾਬ ਸਰਕਾਰ ਵੱਲੋਂ ਚਲਾਈ ਜਾ ਰਹੀ 'ਯੁੱਧ ਨਸ਼ਿਆਂ ਵਿਰੁੱਧ' ਮੁਹਿੰਮ ਤਹਿਤ ਜ਼ਿਲ੍ਹੇ ਵਿੱਚ ਨਸ਼ਾ ਤਸਕਰਾਂ ਖ਼ਿਲਾਫ਼ ਸਖ਼ਤ ਕਾਰਵਾਈ ਕੀਤੀ ਜਾ ਰਹੀ ਹੈ। ਪੁਲਿਸ ਪ੍ਰਸ਼ਾਸਨ ਨਸ਼ਾ ਤਸਕਰੀ ਨੂੰ ਰੋਕਣ ਲਈ ਲਗਾਤਾਰ ਛਾਪੇਮਾਰੀ ਕਰ ਰਿਹਾ ਹੈ। ਉਨ੍ਹਾਂ ਸਿਹਤ ਵਿਭਾਗ ਨੂੰ ਹਦਾਇਤ ਕੀਤੀ ਕਿ ਨਸ਼ਾ ਛੁਡਾਊ ਕੇਂਦਰਾਂ ਵਿੱਚ ਮਰੀਜ਼ਾਂ ਦਾ ਸਹੀ ਇਲਾਜ ਯਕੀਨੀ ਬਣਾਇਆ ਜਾਵੇ। xyxy=(375,1000,604,1203)
author-phone: 79866-90673 xyxy=(859,871,941,884)
color-swatch-blue xyxy=(1316,2394,1387,2407)
headline-lighter: ਹਲਕੀਆਂ ਫੁਲਕੀਆਂ ਪਰ ਸੱਚੀਆਂ ਕੁਝ ਗੱਲਾਂ xyxy=(1158,73,1512,166)
headline-drugs: ਨਸ਼ੇ ਦੇ ਮੁਕੰਮਲ ਖ਼ਾਤਮੇ ਲਈ ਸਾਰੇ ਵਿਭਾਗ ਆਪਸੀ ਤਾਲਮੇਲ ਨਾਲ ਕਰਨ ਕੰਮ : ਆਸ਼ਿਕਾ ਜੈਨ xyxy=(414,939,1109,964)
